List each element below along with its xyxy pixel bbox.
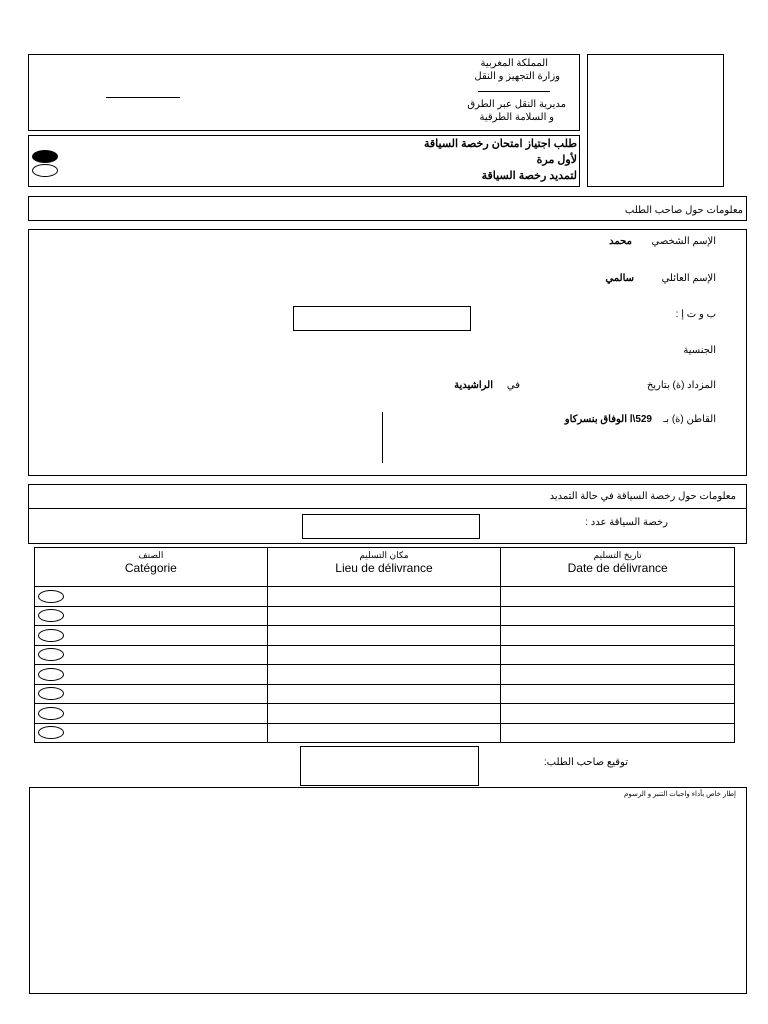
place-cell[interactable] xyxy=(267,606,501,626)
field-separator-line xyxy=(382,412,383,463)
license-number-input[interactable] xyxy=(302,514,480,539)
residence-label: القاطن (ة) بـ xyxy=(663,414,716,425)
date-cell[interactable] xyxy=(501,606,735,626)
applicant-info-box xyxy=(28,229,747,476)
column-header-category-fr: Catégorie xyxy=(124,561,177,575)
table-row xyxy=(35,606,735,626)
nationality-label: الجنسية xyxy=(683,345,716,356)
signature-label: توقيع صاحب الطلب: xyxy=(543,757,628,768)
signature-box[interactable] xyxy=(300,746,479,786)
date-cell[interactable] xyxy=(501,587,735,607)
first-name-value: محمد xyxy=(609,236,632,247)
category-cell[interactable] xyxy=(35,684,268,704)
date-cell[interactable] xyxy=(501,684,735,704)
birth-place-value: الراشيدية xyxy=(454,380,493,391)
date-cell[interactable] xyxy=(501,626,735,646)
license-number-label: رخصة السياقة عدد : xyxy=(585,517,668,528)
date-cell[interactable] xyxy=(501,645,735,665)
column-header-place xyxy=(267,548,501,587)
table-row xyxy=(35,704,735,724)
request-title: طلب اجتياز امتحان رخصة السياقة xyxy=(424,138,577,150)
applicant-section-title: معلومات حول صاحب الطلب xyxy=(624,205,743,216)
category-radio[interactable] xyxy=(38,629,64,642)
category-radio[interactable] xyxy=(38,687,64,700)
fees-box xyxy=(29,787,747,994)
last-name-label: الإسم العائلي xyxy=(661,273,716,284)
place-cell[interactable] xyxy=(267,626,501,646)
table-header-row xyxy=(35,548,735,587)
category-cell[interactable] xyxy=(35,606,268,626)
cin-input[interactable] xyxy=(293,306,471,331)
header-kingdom: المملكة المغربية xyxy=(480,58,548,69)
place-cell[interactable] xyxy=(267,645,501,665)
table-row xyxy=(35,645,735,665)
column-header-date-ar: تاريخ التسليم xyxy=(593,550,642,560)
category-cell[interactable] xyxy=(35,704,268,724)
renewal-section-title: معلومات حول رخصة السياقة في حالة التمديد xyxy=(549,491,736,502)
first-name-label: الإسم الشخصي xyxy=(651,236,716,247)
table-row xyxy=(35,665,735,685)
category-cell[interactable] xyxy=(35,626,268,646)
category-radio[interactable] xyxy=(38,668,64,681)
cin-label: ب و ت إ : xyxy=(675,309,716,320)
column-header-place-fr: Lieu de délivrance xyxy=(335,561,433,575)
column-header-date-fr: Date de délivrance xyxy=(567,561,668,575)
category-cell[interactable] xyxy=(35,587,268,607)
birth-place-prefix: في xyxy=(506,380,520,391)
header-road-safety: و السلامة الطرقية xyxy=(479,112,554,123)
license-table xyxy=(34,547,735,743)
header-divider xyxy=(478,91,550,92)
date-cell[interactable] xyxy=(501,704,735,724)
category-cell[interactable] xyxy=(35,723,268,743)
category-radio[interactable] xyxy=(38,648,64,661)
place-cell[interactable] xyxy=(267,587,501,607)
category-cell[interactable] xyxy=(35,665,268,685)
place-cell[interactable] xyxy=(267,684,501,704)
option-renew-radio[interactable] xyxy=(32,164,58,177)
date-cell[interactable] xyxy=(501,665,735,685)
reference-line xyxy=(106,97,180,98)
place-cell[interactable] xyxy=(267,704,501,724)
place-cell[interactable] xyxy=(267,723,501,743)
residence-value: 529\ا الوفاق بنسركاو xyxy=(564,414,652,425)
table-row xyxy=(35,626,735,646)
option-renew-label: لتمديد رخصة السياقة xyxy=(481,170,577,182)
table-row xyxy=(35,684,735,704)
header-ministry: وزارة التجهيز و النقل xyxy=(474,71,560,82)
table-row xyxy=(35,723,735,743)
column-header-category-ar: الصنف xyxy=(138,550,164,560)
category-radio[interactable] xyxy=(38,590,64,603)
column-header-place-ar: مكان التسليم xyxy=(359,550,409,560)
category-radio[interactable] xyxy=(38,609,64,622)
fees-title: إطار خاص بأداء واجبات التنبر و الرسوم xyxy=(624,791,736,798)
birth-label: المزداد (ة) بتاريخ xyxy=(646,380,716,391)
photo-box xyxy=(587,54,724,187)
option-first-radio[interactable] xyxy=(32,150,58,163)
column-header-category xyxy=(35,548,268,587)
date-cell[interactable] xyxy=(501,723,735,743)
last-name-value: سالمي xyxy=(605,273,634,284)
place-cell[interactable] xyxy=(267,665,501,685)
category-radio[interactable] xyxy=(38,707,64,720)
table-row xyxy=(35,587,735,607)
header-directorate: مديرية النقل عبر الطرق xyxy=(467,99,566,110)
column-header-date xyxy=(501,548,735,587)
option-first-label: لأول مرة xyxy=(536,154,577,166)
category-cell[interactable] xyxy=(35,645,268,665)
category-radio[interactable] xyxy=(38,726,64,739)
